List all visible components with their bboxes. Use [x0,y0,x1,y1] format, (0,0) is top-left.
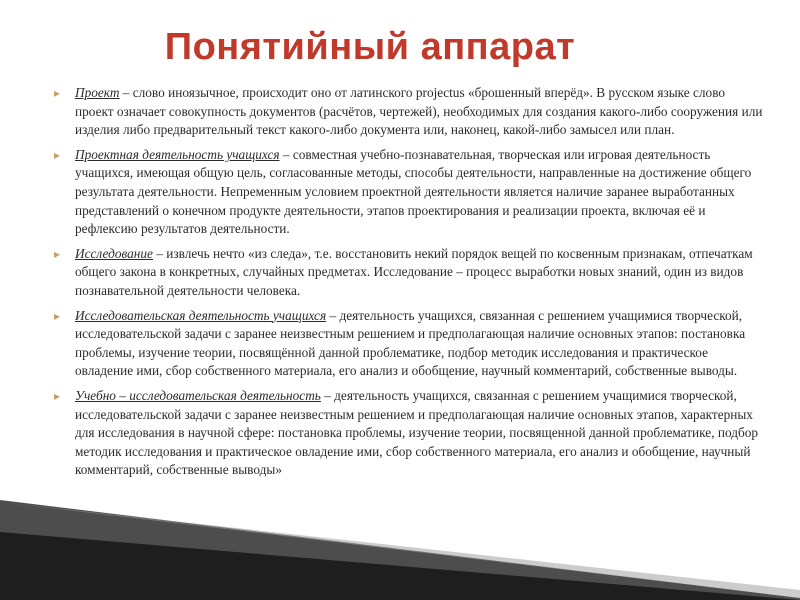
definition-term: Исследовательская деятельность учащихся [75,307,327,323]
definition-term: Учебно – исследовательская деятельность [75,387,321,403]
decorative-swoosh [0,480,800,600]
slide-title: Понятийный аппарат [164,26,576,68]
definition-text: – совместная учебно-познавательная, творческая или игровая деятельность учащихся, имеющая общую цель, согласованные методы, способы деятельности, направленные на достижение общего результата деятельности. Непременным условием проектной деятельности является наличие заранее выработанных представлений о конечном продукте деятельности, этапов проектирования и реализации проекта, включая её и рефлексию результатов деятельности. [75,146,752,237]
definition-text: – деятельность учащихся, связанная с решением учащимися творческой, исследовательской задачи с заранее неизвестным решением и предполагающая наличие основных этапов, характерных для исследования в научной сфере: постановка проблемы, изучение теории, посвященной данной проблематике, подбор методик исследования и практическое овладение ими, сбор собственного материала, его анализ и обобщение, научный комментарий, собственные выводы» [75,387,759,478]
definitions-list [50,84,765,486]
definition-text: – деятельность учащихся, связанная с решением учащимися творческой, исследовательской задачи с заранее неизвестным решением и предполагающая наличие основных этапов: постановка проблемы, изучение теории, посвящённой данной проблематике, подбор методик исследования и практическое овладение ими, сбор собственного материала, его анализ и обобщение, научный комментарий, собственные выводы. [75,307,746,379]
bullet-icon: ▸ [54,86,61,100]
bullet-icon: ▸ [54,147,61,162]
definition-item-educational-research [50,387,765,480]
definition-text: – слово иноязычное, происходит оно от латинского projectus «брошенный вперёд». В русском языке слово проект означает совокупность документов (расчётов, чертежей), необходимых для создания какого-либо сооружения или изделия либо предварительный текст какого-либо документа или, наконец, какой-либо замысел или план. [75,85,763,138]
definition-item-research-activity [50,307,765,381]
definition-term: Проектная деятельность учащихся [75,146,280,162]
bullet-icon: ▸ [54,246,61,261]
definition-item-project-activity [50,146,765,239]
definition-item-research [50,245,765,301]
definition-item-project [50,84,765,140]
definition-text: – извлечь нечто «из следа», т.е. восстановить некий порядок вещей по косвенным признакам, отпечаткам общего закона в конкретных, случайных предметах. Исследование – процесс выработки новых знаний, один из видов познавательной деятельности человека. [75,245,753,298]
definition-term: Проект [75,85,120,100]
bullet-icon: ▸ [54,308,61,323]
definition-term: Исследование [75,245,153,261]
bullet-icon: ▸ [54,388,61,403]
